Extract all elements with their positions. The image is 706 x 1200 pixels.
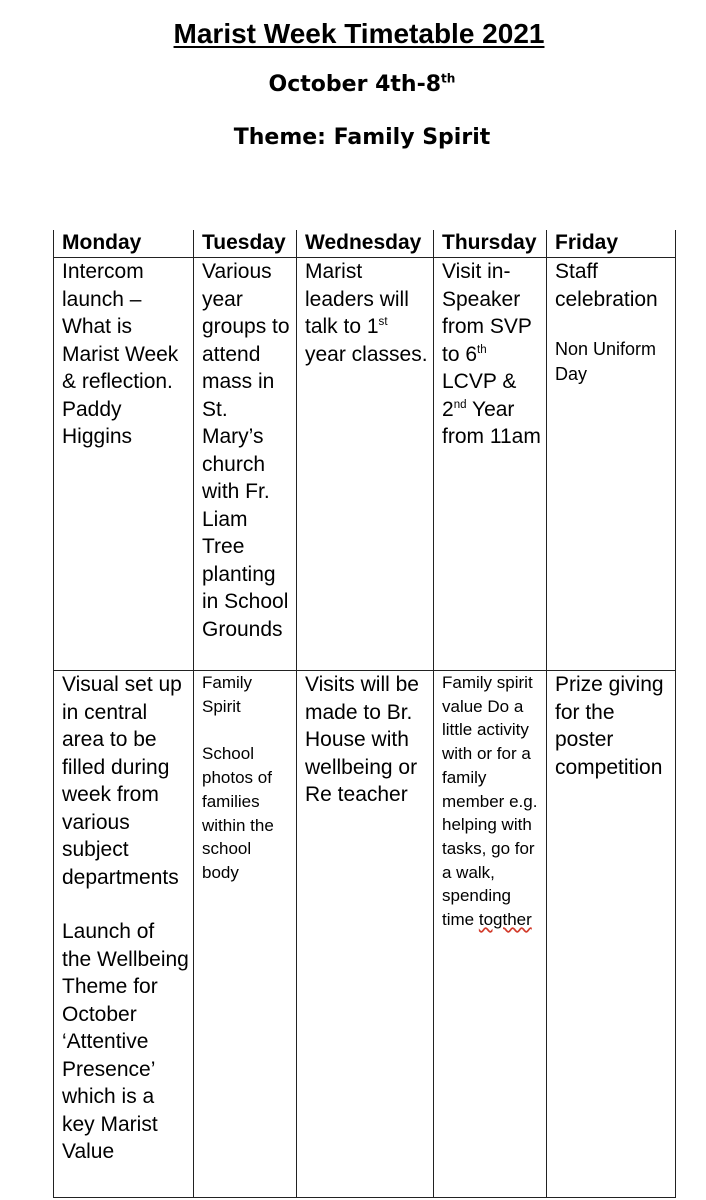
friday-1-text-b: Non Uniform Day: [555, 339, 657, 384]
monday-2-text-a: Visual set up in central area to be filled during week from various subject departments: [62, 673, 182, 889]
wednesday-1-sup: st: [378, 316, 388, 328]
page-title: Marist Week Timetable 2021: [173, 18, 545, 49]
friday-1-text-a: Staff celebration: [555, 260, 658, 311]
timetable: [53, 230, 676, 1198]
wednesday-1-text-b: year classes.: [305, 342, 428, 366]
thursday-1-text-c: Year from 11am: [442, 397, 541, 448]
cell-wednesday-2: Visits will be made to Br. House with wellbeing or Re teacher: [297, 671, 434, 1198]
tuesday-2-text-a: Family Spirit: [202, 673, 253, 716]
paragraph-gap: [202, 718, 292, 742]
cell-thursday-1: [434, 258, 547, 671]
cell-monday-1: Intercom launch – What is Marist Week & reflection. Paddy Higgins: [54, 258, 194, 671]
date-line: [0, 72, 706, 97]
cell-tuesday-1: Various year groups to attend mass in St. Mary’s church with Fr. Liam Tree planting in School Grounds: [194, 258, 297, 671]
thursday-1-text-b: LCVP & 2: [442, 370, 517, 421]
cell-monday-2: [54, 671, 194, 1198]
header-wednesday: Wednesday: [297, 230, 434, 258]
cell-thursday-2: [434, 671, 547, 1198]
thursday-2-text-a: Family spirit value Do a little activity with or for a family member e.g. helping with tasks, go for a walk, spending time: [442, 673, 538, 930]
header-thursday: Thursday: [434, 230, 547, 258]
cell-friday-2: Prize giving for the poster competition: [547, 671, 676, 1198]
wednesday-1-text-a: Marist leaders will talk to 1: [305, 260, 409, 338]
header-monday: Monday: [54, 230, 194, 258]
monday-2-text-b: Launch of the Wellbeing Theme for October ‘Attentive Presence’ which is a key Marist Value: [62, 920, 189, 1163]
thursday-1-text-a: Visit in- Speaker from SVP to 6: [442, 260, 532, 366]
theme-line: Theme: Family Spirit: [233, 125, 491, 150]
thursday-1-sup-1: th: [477, 343, 487, 356]
tuesday-2-text-b: School photos of families within the school body: [202, 744, 274, 882]
thursday-2-misspelled-word: togther: [478, 910, 532, 930]
cell-wednesday-1: [297, 258, 434, 671]
header-tuesday: Tuesday: [194, 230, 297, 258]
table-row: [54, 258, 676, 671]
header-friday: Friday: [547, 230, 676, 258]
date-text: October 4th-8: [268, 72, 442, 97]
paragraph-gap: [62, 891, 189, 918]
cell-friday-1: [547, 258, 676, 671]
table-header-row: [54, 230, 676, 258]
cell-tuesday-2: [194, 671, 297, 1198]
date-superscript: th: [441, 71, 456, 86]
table-row: [54, 671, 676, 1198]
thursday-1-sup-2: nd: [453, 398, 467, 411]
